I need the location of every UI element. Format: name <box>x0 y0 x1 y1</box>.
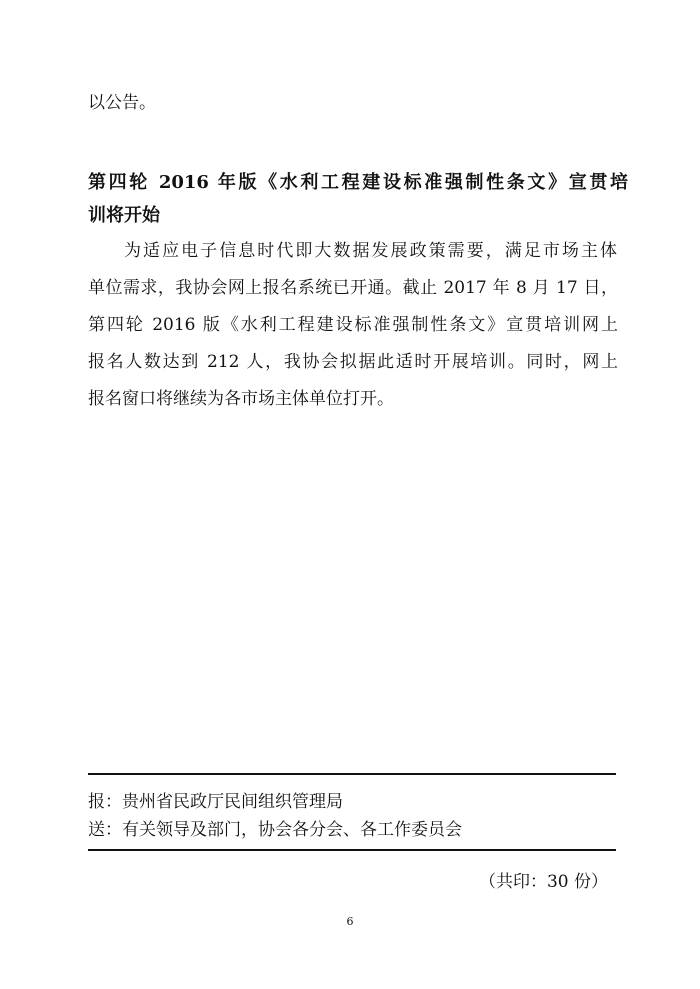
paragraph-line-5: 报名窗口将继续为各市场主体单位打开。 <box>88 389 394 409</box>
paragraph-line-1: 为适应电子信息时代即大数据发展政策需要，满足市场主体 <box>124 241 617 261</box>
section-heading-line-2: 训将开始 <box>88 205 160 226</box>
paragraph-line-2: 单位需求，我协会网上报名系统已开通。截止 2017 年 8 月 17 日， <box>88 278 618 298</box>
page-number: 6 <box>346 915 354 928</box>
top-divider <box>88 773 616 775</box>
paragraph-line-3: 第四轮 2016 版《水利工程建设标准强制性条文》宣贯培训网上 <box>88 315 618 335</box>
bottom-divider <box>88 849 616 851</box>
send-to-line: 送：有关领导及部门，协会各分会、各工作委员会 <box>88 820 462 840</box>
paragraph-line-4: 报名人数达到 212 人，我协会拟据此适时开展培训。同时，网上 <box>88 352 618 372</box>
section-heading-line-1: 第四轮 2016 年版《水利工程建设标准强制性条文》宣贯培 <box>88 172 628 193</box>
copies-note: （共印：30 份） <box>478 872 608 892</box>
closing-line: 以公告。 <box>88 93 156 113</box>
report-to-line: 报：贵州省民政厅民间组织管理局 <box>88 792 343 812</box>
